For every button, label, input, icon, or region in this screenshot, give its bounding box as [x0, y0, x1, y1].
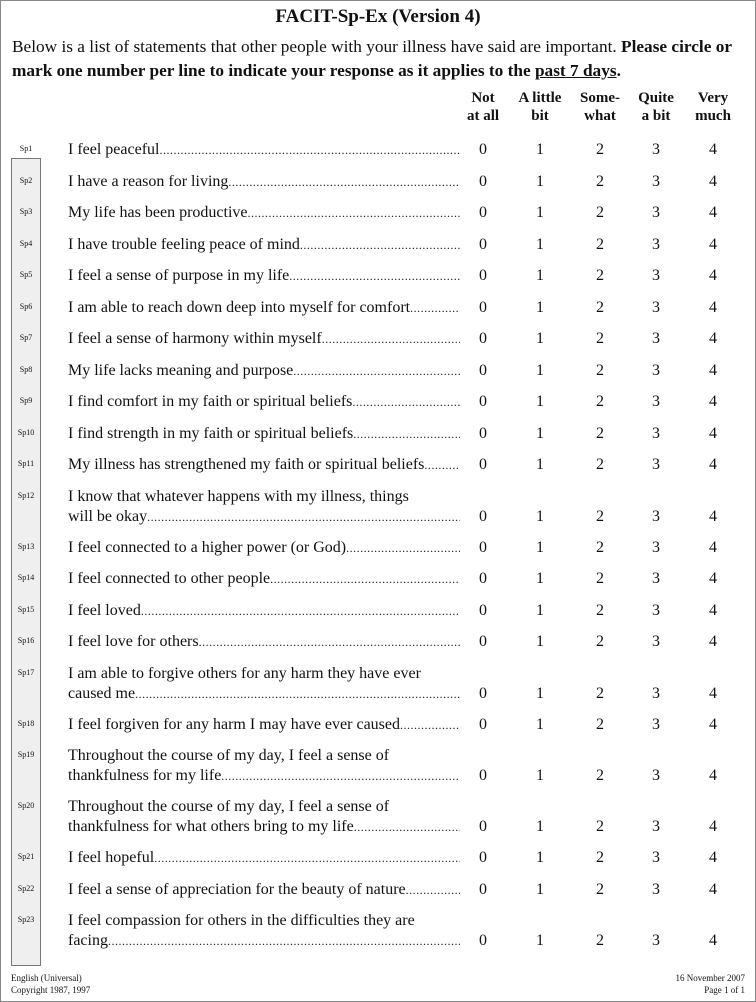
item-statement	[68, 797, 460, 837]
response-option-4[interactable]: 4	[709, 849, 717, 866]
response-option-4[interactable]: 4	[709, 330, 717, 347]
item-statement	[68, 361, 460, 381]
dot-leader	[424, 455, 460, 475]
response-option-2[interactable]: 2	[596, 633, 604, 650]
response-option-2[interactable]: 2	[596, 715, 604, 733]
item-code: Sp11	[17, 459, 35, 468]
response-option-3[interactable]: 3	[652, 361, 660, 379]
response-option-0[interactable]: 0	[479, 601, 487, 619]
dot-leader	[352, 392, 460, 412]
dot-leader	[346, 538, 460, 558]
response-option-1[interactable]: 1	[536, 538, 544, 556]
response-option-0[interactable]: 0	[479, 818, 487, 835]
response-option-1[interactable]: 1	[536, 570, 544, 587]
item-code: Sp8	[19, 364, 33, 374]
dot-leader	[293, 361, 460, 381]
dot-leader	[135, 684, 460, 704]
item-code: Sp21	[17, 852, 35, 861]
statement-text: My illness has strengthened my faith or spiritual beliefs	[68, 456, 425, 473]
response-option-1[interactable]: 1	[536, 633, 544, 650]
response-option-0[interactable]: 0	[479, 393, 487, 410]
item-row-sp20	[0, 797, 756, 848]
response-option-1[interactable]: 1	[536, 172, 544, 190]
statement-text: will be okay	[68, 507, 148, 525]
item-statement	[68, 266, 460, 286]
response-option-0[interactable]: 0	[479, 298, 487, 316]
response-option-2[interactable]: 2	[596, 330, 604, 347]
dot-leader	[248, 203, 461, 223]
item-row-sp14	[0, 569, 756, 601]
response-option-3[interactable]: 3	[652, 267, 660, 284]
response-option-4[interactable]: 4	[709, 633, 717, 650]
dot-leader	[141, 601, 460, 621]
response-option-1[interactable]: 1	[536, 507, 544, 525]
instructions-bold: Please circle or mark one number per line to indicate your response as it applies to the	[12, 37, 732, 80]
statement-text: I have trouble feeling peace of mind	[68, 235, 300, 253]
response-option-4[interactable]: 4	[709, 507, 717, 525]
item-row-sp21	[0, 848, 756, 880]
statement-text: thankfulness for what others bring to my life	[68, 818, 354, 835]
response-option-2[interactable]: 2	[596, 204, 604, 221]
item-code: Sp23	[17, 915, 35, 924]
response-option-4[interactable]: 4	[709, 267, 717, 284]
response-option-3[interactable]: 3	[652, 538, 660, 556]
response-option-1[interactable]: 1	[536, 298, 544, 316]
response-option-0[interactable]: 0	[479, 172, 487, 190]
statement-text: I am able to reach down deep into myself for comfort	[68, 298, 411, 316]
item-row-sp4	[0, 235, 756, 267]
statement-text: I find strength in my faith or spiritual beliefs	[68, 424, 354, 442]
item-row-sp10	[0, 424, 756, 456]
response-option-2[interactable]: 2	[596, 849, 604, 866]
response-option-1[interactable]: 1	[536, 715, 544, 733]
response-option-0[interactable]: 0	[479, 932, 487, 949]
response-option-2[interactable]: 2	[596, 601, 604, 619]
response-option-4[interactable]: 4	[709, 570, 717, 587]
response-option-3[interactable]: 3	[652, 880, 660, 898]
dot-leader	[159, 140, 460, 160]
item-row-sp18	[0, 715, 756, 747]
statement-text: I feel a sense of harmony within myself	[68, 330, 322, 347]
item-row-sp1	[0, 140, 756, 172]
item-code: Sp15	[17, 604, 35, 614]
response-option-0[interactable]: 0	[479, 424, 487, 442]
response-option-0[interactable]: 0	[479, 538, 487, 556]
item-statement	[68, 392, 460, 412]
response-option-4[interactable]: 4	[709, 361, 717, 379]
item-code: Sp2	[19, 175, 33, 185]
response-option-2[interactable]: 2	[596, 361, 604, 379]
item-code: Sp16	[17, 636, 35, 645]
response-option-3[interactable]: 3	[652, 633, 660, 650]
item-statement	[68, 455, 460, 475]
response-option-0[interactable]: 0	[479, 880, 487, 898]
dot-leader	[406, 880, 460, 900]
item-statement	[68, 538, 460, 558]
footer-page: Page 1 of 1	[704, 985, 745, 995]
item-row-sp19	[0, 746, 756, 797]
item-statement	[68, 487, 460, 527]
dot-leader	[353, 424, 460, 444]
item-statement	[68, 601, 460, 621]
footer-copyright: Copyright 1987, 1997	[11, 985, 91, 995]
response-option-0[interactable]: 0	[479, 235, 487, 253]
instructions-end: .	[616, 61, 621, 80]
response-option-3[interactable]: 3	[652, 570, 660, 587]
response-option-1[interactable]: 1	[536, 880, 544, 898]
response-option-3[interactable]: 3	[652, 684, 660, 702]
response-option-4[interactable]: 4	[709, 456, 717, 473]
response-option-4[interactable]: 4	[709, 715, 717, 733]
response-option-2[interactable]: 2	[596, 235, 604, 253]
response-option-0[interactable]: 0	[479, 361, 487, 379]
instructions-text: Below is a list of statements that other people with your illness have said are important.	[12, 37, 622, 56]
item-row-sp23	[0, 911, 756, 962]
response-option-1[interactable]: 1	[536, 235, 544, 253]
item-code: Sp5	[19, 270, 33, 279]
item-code: Sp7	[19, 333, 33, 342]
item-code: Sp18	[17, 718, 35, 728]
column-header-not-at-all: Not at all	[466, 90, 500, 124]
response-option-0[interactable]: 0	[479, 267, 487, 284]
dot-leader	[108, 931, 460, 951]
item-statement	[68, 235, 460, 255]
item-statement	[68, 569, 460, 589]
item-code: Sp17	[17, 667, 35, 677]
dot-leader	[228, 172, 460, 192]
response-option-2[interactable]: 2	[596, 267, 604, 284]
response-option-3[interactable]: 3	[652, 204, 660, 221]
item-statement	[68, 424, 460, 444]
instructions	[12, 35, 752, 83]
response-option-4[interactable]: 4	[709, 172, 717, 190]
column-header-very-much: Very much	[695, 90, 731, 124]
item-statement	[68, 140, 460, 160]
response-option-3[interactable]: 3	[652, 141, 660, 158]
instructions-timeframe: past 7 days	[534, 61, 617, 80]
response-option-3[interactable]: 3	[652, 715, 660, 733]
dot-leader	[270, 569, 460, 589]
dot-leader	[354, 817, 460, 837]
statement-text: I feel a sense of purpose in my life	[68, 267, 290, 284]
response-option-0[interactable]: 0	[479, 633, 487, 650]
dot-leader	[289, 266, 460, 286]
column-header-somewhat: Some- what	[580, 90, 620, 124]
item-row-sp11	[0, 455, 756, 487]
item-code: Sp12	[17, 490, 35, 500]
item-code: Sp14	[17, 573, 35, 582]
response-option-2[interactable]: 2	[596, 880, 604, 898]
item-row-sp15	[0, 601, 756, 633]
footer-right	[676, 972, 746, 996]
item-row-sp8	[0, 361, 756, 393]
response-option-3[interactable]: 3	[652, 507, 660, 525]
item-row-sp9	[0, 392, 756, 424]
item-statement	[68, 911, 460, 951]
statement-text: I feel connected to a higher power (or God)	[68, 538, 347, 556]
response-option-1[interactable]: 1	[536, 361, 544, 379]
response-option-0[interactable]: 0	[479, 849, 487, 866]
questionnaire-items	[0, 140, 756, 962]
response-option-4[interactable]: 4	[709, 880, 717, 898]
response-option-2[interactable]: 2	[596, 507, 604, 525]
item-code: Sp10	[17, 427, 35, 437]
response-option-3[interactable]: 3	[652, 849, 660, 866]
response-option-1[interactable]: 1	[536, 424, 544, 442]
item-row-sp16	[0, 632, 756, 664]
statement-text: caused me	[68, 684, 136, 702]
item-code: Sp19	[17, 750, 35, 759]
item-statement	[68, 203, 460, 223]
response-option-1[interactable]: 1	[536, 601, 544, 619]
column-header-quite-a-bit: Quite a bit	[638, 90, 674, 124]
statement-text: thankfulness for my life	[68, 767, 222, 784]
statement-text: My life lacks meaning and purpose	[68, 361, 294, 379]
dot-leader	[147, 507, 460, 527]
item-code: Sp3	[19, 207, 33, 216]
item-row-sp22	[0, 880, 756, 912]
response-option-0[interactable]: 0	[479, 507, 487, 525]
statement-text: I feel peaceful	[68, 141, 160, 158]
statement-text: I feel forgiven for any harm I may have ever caused	[68, 715, 400, 733]
statement-text: I feel hopeful	[68, 849, 155, 866]
footer-language: English (Universal)	[11, 973, 82, 983]
response-option-3[interactable]: 3	[652, 298, 660, 316]
item-row-sp5	[0, 266, 756, 298]
response-option-2[interactable]: 2	[596, 141, 604, 158]
response-option-0[interactable]: 0	[479, 456, 487, 473]
response-option-3[interactable]: 3	[652, 330, 660, 347]
response-option-4[interactable]: 4	[709, 141, 717, 158]
response-option-2[interactable]: 2	[596, 818, 604, 835]
statement-text: I am able to forgive others for any harm they have ever	[68, 664, 421, 682]
response-option-0[interactable]: 0	[479, 715, 487, 733]
statement-text: I know that whatever happens with my illness, things	[68, 487, 409, 505]
dot-leader	[154, 848, 460, 868]
response-option-4[interactable]: 4	[709, 235, 717, 253]
response-option-3[interactable]: 3	[652, 767, 660, 784]
response-option-0[interactable]: 0	[479, 684, 487, 702]
statement-text: Throughout the course of my day, I feel a sense of	[68, 747, 390, 764]
response-option-1[interactable]: 1	[536, 932, 544, 949]
response-option-0[interactable]: 0	[479, 141, 487, 158]
statement-text: I feel a sense of appreciation for the beauty of nature	[68, 880, 406, 898]
item-row-sp6	[0, 298, 756, 330]
statement-text: facing	[68, 932, 108, 949]
statement-text: My life has been productive	[68, 204, 248, 221]
response-option-4[interactable]: 4	[709, 538, 717, 556]
response-option-3[interactable]: 3	[652, 601, 660, 619]
response-option-3[interactable]: 3	[652, 424, 660, 442]
response-option-2[interactable]: 2	[596, 767, 604, 784]
statement-text: Throughout the course of my day, I feel a sense of	[68, 798, 390, 815]
item-statement	[68, 880, 460, 900]
item-statement	[68, 746, 460, 786]
item-statement	[68, 298, 460, 318]
page-title: FACIT-Sp-Ex (Version 4)	[275, 6, 481, 27]
statement-text: I find comfort in my faith or spiritual beliefs	[68, 393, 353, 410]
item-statement	[68, 715, 460, 735]
item-statement	[68, 172, 460, 192]
dot-leader	[410, 298, 460, 318]
response-option-1[interactable]: 1	[536, 818, 544, 835]
item-code: Sp20	[17, 801, 35, 810]
statement-text: I feel love for others	[68, 633, 199, 650]
footer-date: 16 November 2007	[675, 973, 745, 983]
response-option-4[interactable]: 4	[709, 767, 717, 784]
response-option-2[interactable]: 2	[596, 298, 604, 316]
dot-leader	[199, 632, 460, 652]
response-option-1[interactable]: 1	[536, 141, 544, 158]
response-option-1[interactable]: 1	[536, 393, 544, 410]
response-option-2[interactable]: 2	[596, 456, 604, 473]
item-code: Sp4	[19, 238, 33, 248]
item-code: Sp22	[17, 883, 35, 893]
item-row-sp7	[0, 329, 756, 361]
response-option-1[interactable]: 1	[536, 204, 544, 221]
response-option-2[interactable]: 2	[596, 393, 604, 410]
response-option-2[interactable]: 2	[596, 570, 604, 587]
statement-text: I have a reason for living	[68, 172, 229, 190]
item-row-sp17	[0, 664, 756, 715]
item-row-sp2	[0, 172, 756, 204]
response-option-1[interactable]: 1	[536, 267, 544, 284]
response-option-4[interactable]: 4	[709, 298, 717, 316]
response-option-4[interactable]: 4	[709, 684, 717, 702]
response-option-3[interactable]: 3	[652, 235, 660, 253]
item-statement	[68, 664, 460, 704]
response-option-3[interactable]: 3	[652, 818, 660, 835]
response-option-1[interactable]: 1	[536, 456, 544, 473]
response-option-1[interactable]: 1	[536, 849, 544, 866]
response-option-4[interactable]: 4	[709, 601, 717, 619]
item-code: Sp1	[19, 144, 33, 153]
response-option-3[interactable]: 3	[652, 932, 660, 949]
statement-text: I feel compassion for others in the difficulties they are	[68, 912, 415, 929]
statement-text: I feel loved	[68, 601, 141, 619]
item-row-sp3	[0, 203, 756, 235]
dot-leader	[400, 715, 460, 735]
item-code: Sp9	[19, 396, 33, 405]
response-option-0[interactable]: 0	[479, 767, 487, 784]
response-option-3[interactable]: 3	[652, 172, 660, 190]
dot-leader	[221, 766, 460, 786]
item-row-sp12	[0, 487, 756, 538]
item-code: Sp6	[19, 301, 33, 311]
response-option-4[interactable]: 4	[709, 818, 717, 835]
response-option-4[interactable]: 4	[709, 393, 717, 410]
response-option-2[interactable]: 2	[596, 424, 604, 442]
response-option-1[interactable]: 1	[536, 684, 544, 702]
footer-left	[11, 972, 90, 996]
response-option-4[interactable]: 4	[709, 204, 717, 221]
response-option-1[interactable]: 1	[536, 767, 544, 784]
item-statement	[68, 848, 460, 868]
response-option-2[interactable]: 2	[596, 538, 604, 556]
column-header-a-little-bit: A little bit	[518, 90, 562, 124]
response-option-0[interactable]: 0	[479, 570, 487, 587]
response-option-2[interactable]: 2	[596, 684, 604, 702]
response-option-4[interactable]: 4	[709, 932, 717, 949]
dot-leader	[300, 235, 460, 255]
response-option-0[interactable]: 0	[479, 204, 487, 221]
response-option-3[interactable]: 3	[652, 393, 660, 410]
response-option-3[interactable]: 3	[652, 456, 660, 473]
response-option-1[interactable]: 1	[536, 330, 544, 347]
item-statement	[68, 329, 460, 349]
response-option-2[interactable]: 2	[596, 172, 604, 190]
response-option-4[interactable]: 4	[709, 424, 717, 442]
response-option-2[interactable]: 2	[596, 932, 604, 949]
response-option-0[interactable]: 0	[479, 330, 487, 347]
item-row-sp13	[0, 538, 756, 570]
dot-leader	[322, 329, 460, 349]
item-statement	[68, 632, 460, 652]
statement-text: I feel connected to other people	[68, 570, 271, 587]
item-code: Sp13	[17, 541, 35, 551]
